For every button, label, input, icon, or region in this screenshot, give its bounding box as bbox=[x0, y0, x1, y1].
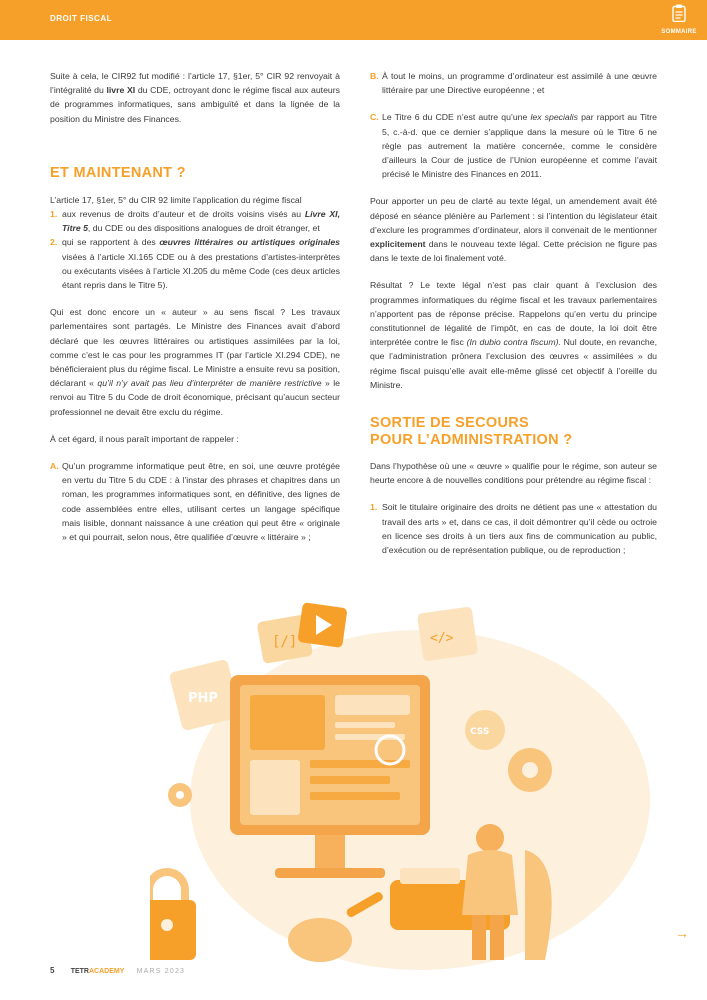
footer bbox=[50, 966, 185, 975]
list-item: 1. aux revenus de droits d’auteur et de droits voisins visés au Livre XI, Titre 5, du CDE ou des dispositions analogues de droit étranger, et bbox=[50, 209, 340, 234]
page-number: 5 bbox=[50, 966, 55, 975]
list-item: C. Le Titre 6 du CDE n’est autre qu’une lex specialis par rapport au Titre 5, c.-à-d. que ce dernier s’applique dans la mesure où le Titre 6 ne règle pas autrement la matière concernée, comme le considère d’ailleurs la Cour de justice de l’Union européenne et comme l’avait précisé le Ministre des Finances en 2011. bbox=[370, 112, 658, 180]
code-tag: </> bbox=[430, 631, 454, 646]
header-bar bbox=[0, 0, 707, 40]
paragraph: Pour apporter un peu de clarté au texte légal, un amendement avait été déposé en séance plénière au Parlement : si l’intention du législateur était d’exclure les programmes d’ordinateur, alors il convenait de le mentionner explicitement dans le nouveau texte légal. Cette précision ne figure pas dans le texte de loi finalement voté. bbox=[370, 196, 657, 264]
coding-illustration bbox=[150, 600, 670, 980]
bracket-tag: [/] bbox=[272, 634, 298, 650]
sommaire-label: SOMMAIRE bbox=[661, 29, 697, 35]
issue-date: MARS 2023 bbox=[136, 968, 186, 975]
paragraph: À cet égard, il nous paraît important de rappeler : bbox=[50, 433, 239, 444]
right-column bbox=[370, 69, 657, 557]
paragraph: Suite à cela, le CIR92 fut modifié : l’article 17, §1er, 5° CIR 92 renvoyait à l’intégralité du livre XI du CDE, octroyant donc le régime fiscal aux auteurs de programmes informatiques, sans ambiguïté et dans la lignée de la position du Ministre des Finances. bbox=[50, 71, 340, 124]
paragraph: Résultat ? Le texte légal n’est pas clair quant à l’exclusion des programmes informatiques du régime fiscal et les travaux parlementaires n’apportent pas de réponse précise. Rappelons qu’en vertu du principe constitutionnel de légalité de l’impôt, en cas de doute, la loi doit être interprétée contre le fisc (In dubio contra fiscum). Nul doute, en revanche, que l’administration prônera l’exclusion des œuvres « assimilées » du régime fiscal puisqu’elle avait elle-même glissé cet objectif à l’oreille du Ministre. bbox=[370, 280, 657, 390]
section-title: DROIT FISCAL bbox=[50, 14, 112, 23]
list-item: A. Qu’un programme informatique peut être, en soi, une œuvre protégée en vertu du Titre 5 du CDE : à l’instar des phrases et chapitres dans un roman, les programmes informatiques sont, en définitive, des lignes de code assemblées entre elles, utilisant certes un langage spécifique mais lisible, donnant naissance à une création qui peut être « originale » et qui pourrait, selon nous, être qualifiée d’œuvre « littéraire » ; bbox=[50, 461, 340, 543]
list-item: B. À tout le moins, un programme d’ordinateur est assimilé à une œuvre littéraire par une Directive européenne ; et bbox=[370, 71, 657, 96]
php-tag: PHP bbox=[188, 691, 218, 706]
next-page-arrow[interactable]: → bbox=[675, 925, 689, 941]
paragraph: Qui est donc encore un « auteur » au sens fiscal ? Les travaux parlementaires sont partagés. Le Ministre des Finances avait d’abord déclaré que les œuvres littéraires ou artistiques assimilées par la loi, comme c’est le cas pour les programmes IT (par l’article XI.294 CDE), ne bénéficieraient plus du régime fiscal. Le Ministre a ensuite revu sa position, déclarant « qu’il n’y avait pas lieu d’interpréter de manière restrictive » le renvoi au Titre 5 du Code de droit économique, précisant qu’aucun secteur professionnel ne devait être exclu du régime. bbox=[50, 307, 340, 417]
brand-logo: TETRACADEMY bbox=[70, 968, 125, 975]
sommaire-button[interactable] bbox=[654, 4, 704, 35]
list-item: 2. qui se rapportent à des œuvres littéraires ou artistiques originales visées à l’article XI.165 CDE ou à des prestations d’artistes-interprètes ou exécutants visées à l’article XI.205 du même Code (ces deux articles étant repris dans le Titre 5). bbox=[50, 237, 340, 291]
paragraph: L’article 17, §1er, 5° du CIR 92 limite l’application du régime fiscal bbox=[50, 194, 302, 205]
list-item: 1. Soit le titulaire originaire des droits ne détient pas une « attestation du travail des arts » et, dans ce cas, il doit démontrer qu’il cède ou octroie en licence ses droits à un tiers aux fins de communication au public, d’exécution ou de représentation publique, ou de reproduction ; bbox=[370, 502, 657, 556]
paragraph: Dans l’hypothèse où une « œuvre » qualifie pour le régime, son auteur se heurte encore à de nouvelles conditions pour prétendre au régime fiscal : bbox=[370, 461, 657, 486]
section-heading: ET MAINTENANT ? bbox=[50, 164, 186, 181]
section-heading: SORTIE DE SECOURS POUR L’ADMINISTRATION ? bbox=[370, 415, 573, 449]
css-tag: CSS bbox=[470, 727, 490, 737]
left-column bbox=[50, 69, 340, 544]
clipboard-icon bbox=[672, 4, 686, 22]
